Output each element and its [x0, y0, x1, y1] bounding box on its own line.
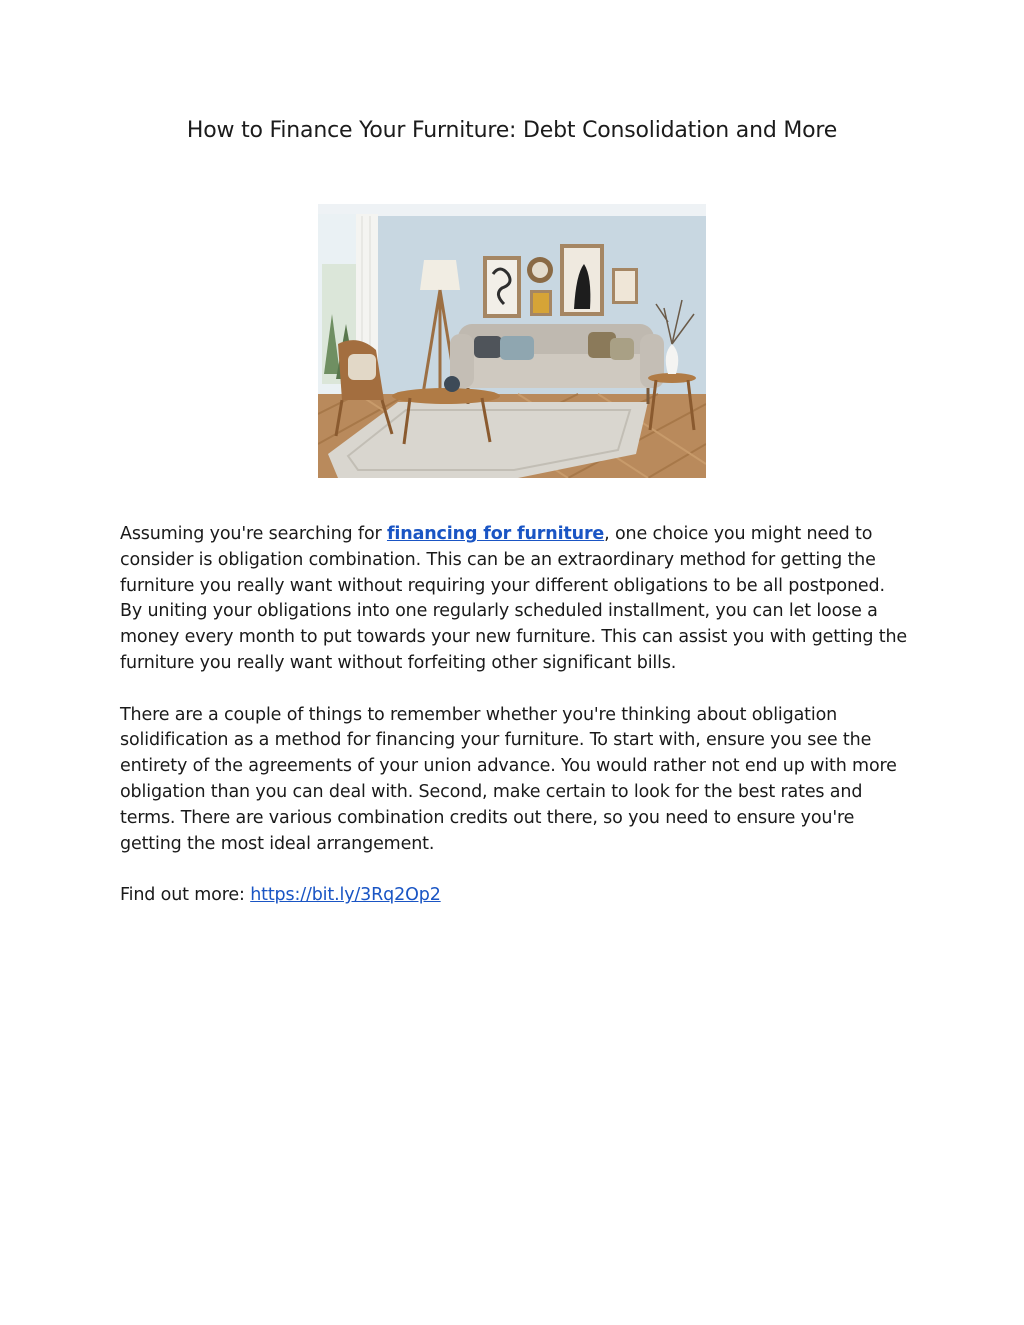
hero-image	[318, 204, 706, 478]
find-out-more-label: Find out more:	[120, 885, 251, 906]
find-out-more	[120, 883, 910, 909]
paragraph-intro-lead: Assuming you're searching for	[120, 524, 387, 544]
paragraph-intro-rest: , one choice you might need to consider is obligation combination. This can be an extraordinary method for getting the furniture you really want without requiring your different obligations to be all postponed. By uniting your obligations into one regularly scheduled installment, you can let loose a money every month to put towards your new furniture. This can assist you with getting the furniture you really want without forfeiting other significant bills.	[120, 524, 908, 673]
financing-for-furniture-link[interactable]: financing for furniture	[386, 524, 605, 544]
article-body	[120, 522, 910, 935]
find-out-more-link[interactable]: https://bit.ly/3Rq2Op2	[250, 885, 441, 906]
paragraph-intro	[120, 522, 910, 677]
page-title: How to Finance Your Furniture: Debt Consolidation and More	[186, 118, 838, 143]
paragraph-considerations: There are a couple of things to remember whether you're thinking about obligation solidification as a method for financing your furniture. To start with, ensure you see the entirety of the agreements of your union advance. You would rather not end up with more obligation than you can deal with. Second, make certain to look for the best rates and terms. There are various combination credits out there, so you need to ensure you're getting the most ideal arrangement.	[120, 704, 897, 854]
